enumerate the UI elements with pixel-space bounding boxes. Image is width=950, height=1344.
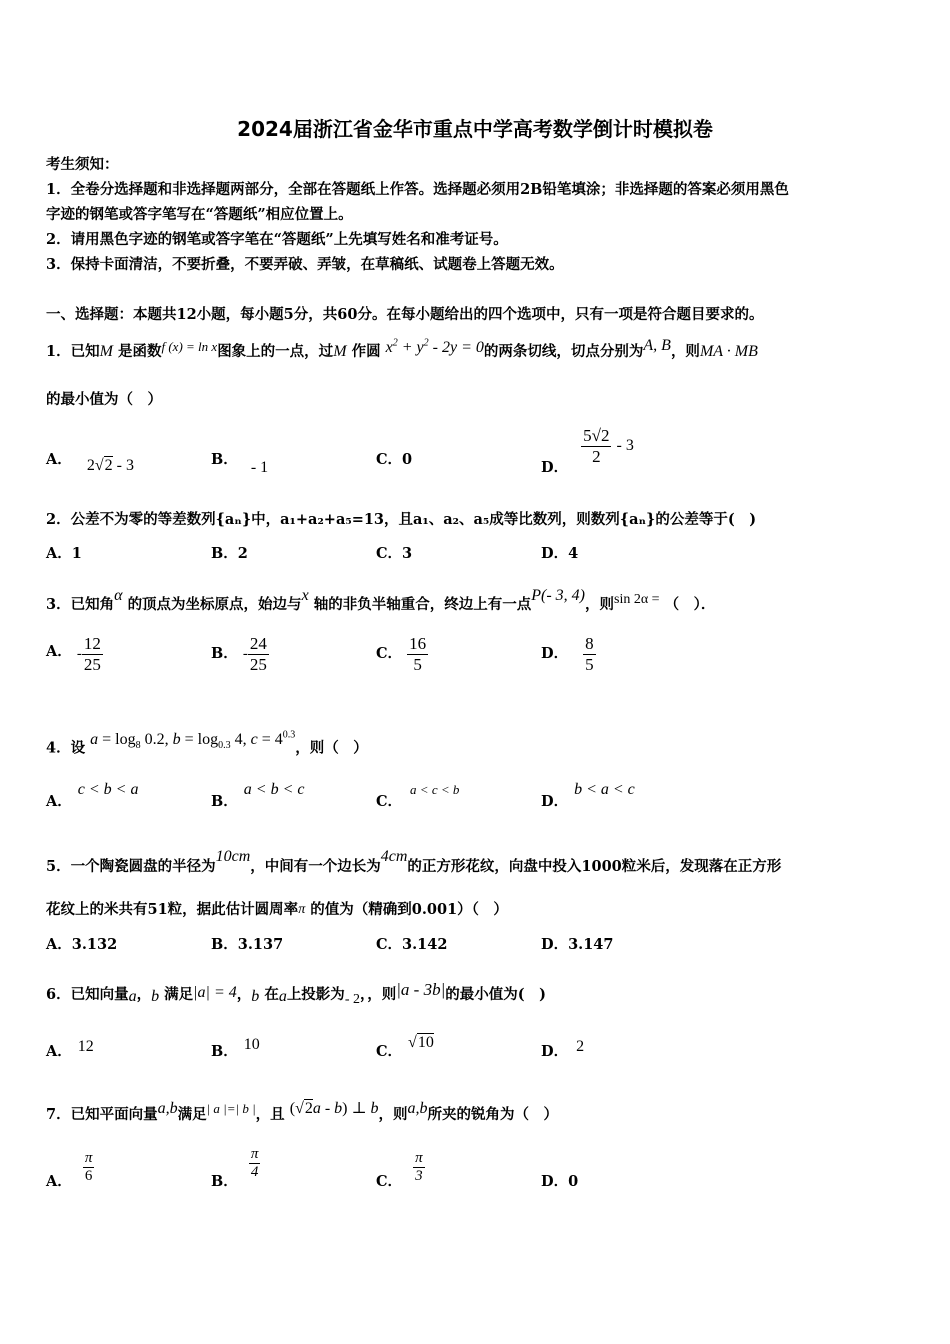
q7-option-c: C． $\frac{\pi}{3}$ — [376, 1150, 423, 1190]
q7-option-d: D．0 — [541, 1173, 579, 1190]
question-7: 7．已知平面向量a,b满足| a |=| b |，且 (√2a - b) ⊥ b，则a,b所夹的锐角为（ ） — [46, 1100, 559, 1123]
q2-option-b: B．2 — [211, 545, 248, 562]
question-5: 5．一个陶瓷圆盘的半径为10cm，中间有一个边长为4cm的正方形花纹，向盘中投入1000粒米后，发现落在正方形 — [46, 848, 782, 875]
notice-line-2: 2．请用黑色字迹的钢笔或答字笔在“答题纸”上先填写姓名和准考证号。 — [46, 231, 508, 248]
section-heading: 一、选择题：本题共12小题，每小题5分，共60分。在每小题给出的四个选项中，只有一项是符合题目要求的。 — [46, 306, 764, 323]
q1-option-d: D． $\frac{5√2}{2}$ - 3 — [541, 426, 634, 477]
q3-option-b: B． - $\frac{24}{25}$ — [211, 634, 267, 674]
q4-option-a: A．c < b < a — [46, 781, 139, 810]
notice-line-1b: 字迹的钢笔或答字笔写在“答题纸”相应位置上。 — [46, 206, 353, 223]
q7-option-b: B． $\frac{\pi}{4}$ — [211, 1146, 259, 1190]
notice-line-3: 3．保持卡面清洁，不要折叠，不要弄破、弄皱，在草稿纸、试题卷上答题无效。 — [46, 256, 564, 273]
q5-option-a: A．3.132 — [46, 936, 118, 953]
question-3: 3．已知角α 的顶点为坐标原点，始边与x 轴的非负半轴重合，终边上有一点P(- 3, 4)，则sin 2α = （ ）． — [46, 587, 716, 613]
q4-option-b: B．a < b < c — [211, 781, 305, 810]
question-1: 1．已知M 是函数f (x) = ln x图象上的一点，过M 作圆 $x^2 + y^2 - 2y = 0$的两条切线，切点分别为A, B，则MA · MB — [46, 337, 758, 360]
q6-option-d: D． 2 — [541, 1038, 585, 1060]
question-2: 2．公差不为零的等差数列{aₙ}中，a₁+a₂+a₅=13，且a₁、a₂、a₅成等比数列，则数列{aₙ}的公差等于( ) — [46, 511, 757, 528]
q6-option-b: B． 10 — [211, 1036, 260, 1060]
q5-option-c: C．3.142 — [376, 936, 448, 953]
page-title: 2024届浙江省金华市重点中学高考数学倒计时模拟卷 — [237, 117, 713, 141]
q3-option-a: A． - $\frac{12}{25}$ — [46, 634, 101, 674]
notice-line-1: 1．全卷分选择题和非选择题两部分，全部在答题纸上作答。选择题必须用2B铅笔填涂；非选择题的答案必须用黑色 — [46, 181, 789, 198]
q5-option-d: D．3.147 — [541, 936, 614, 953]
question-1-line-2: 的最小值为（ ） — [46, 391, 162, 408]
q1-option-a: A． 2√2 - 3 — [46, 451, 134, 474]
q4-option-c: C．a < c < b — [376, 782, 460, 810]
question-5-line-2: 花纹上的米共有51粒，据此估计圆周率π 的值为（精确到0.001）（ ） — [46, 901, 508, 918]
circle-equation: $x^2 + y^2 - 2y = 0$ — [385, 337, 484, 356]
q3-option-d: D． $\frac{8}{5}$ — [541, 634, 594, 674]
question-4: 4．设 $a = \log_8 0.2$, $b = \log_{0.3} 4$, $c = 4^{0.3}$，则（ ） — [46, 730, 368, 757]
q7-option-a: A． $\frac{\pi}{6}$ — [46, 1150, 93, 1190]
q4-option-d: D．b < a < c — [541, 781, 635, 810]
q7-condition: (√2a - b) ⊥ b — [289, 1100, 379, 1117]
q6-option-c: C．√10 — [376, 1034, 434, 1060]
question-6: 6．已知向量a，b 满足|a| = 4，b 在a上投影为- 2，，则|a - 3b|的最小值为( ) — [46, 980, 546, 1007]
q6-option-a: A． 12 — [46, 1038, 94, 1060]
q1-option-c: C．0 — [376, 451, 413, 468]
q4-expression: $a = \log_8 0.2$, $b = \log_{0.3} 4$, $c = 4^{0.3}$ — [90, 730, 296, 752]
q2-option-c: C．3 — [376, 545, 413, 562]
q3-option-c: C． $\frac{16}{5}$ — [376, 634, 427, 674]
notice-heading: 考生须知： — [46, 156, 119, 173]
q2-option-d: D．4 — [541, 545, 579, 562]
q1-option-a-value: 2√2 - 3 — [86, 457, 134, 474]
q2-option-a: A．1 — [46, 545, 82, 562]
q1-option-b: B． - 1 — [211, 451, 269, 476]
q5-option-b: B．3.137 — [211, 936, 284, 953]
